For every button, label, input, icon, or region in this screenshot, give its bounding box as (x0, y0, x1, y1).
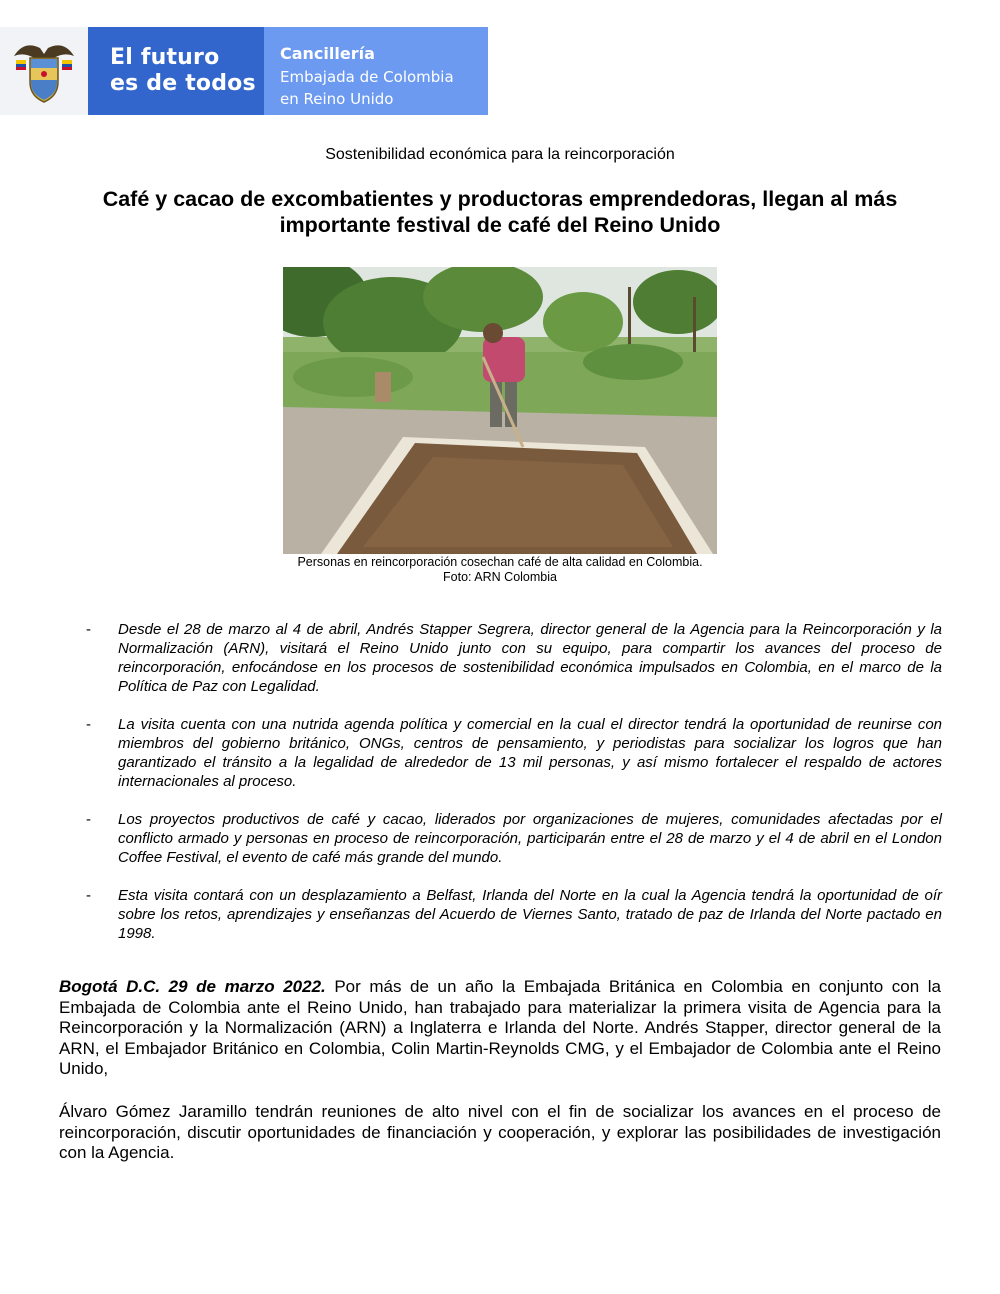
bullet-marker: - (86, 621, 91, 638)
org-panel (264, 27, 488, 115)
list-item (86, 715, 942, 791)
org-line-2: Embajada de Colombia (280, 68, 454, 86)
slogan-line-2: es de todos (110, 71, 256, 96)
bullet-text: La visita cuenta con una nutrida agenda política y comercial en la cual el director tendrá la oportunidad de reunirse con miembros del gobierno británico, ONGs, centros de pensamiento, y periodistas para socializar los logros que han garantizado el tránsito a la legalidad de alrededor de 13 mil personas, y así mismo fortalecer el respaldo de actores internacionales al proceso. (118, 716, 942, 790)
paragraph-1-text: Por más de un año la Embajada Británica en Colombia en conjunto con la Embajada de Colombia ante el Reino Unido, han trabajado para materializar la primera visita de Agencia para la Reincorporación y la Normalización (ARN) a Inglaterra e Irlanda del Norte. Andrés Stapper, director general de la ARN, el Embajador Británico en Colombia, Colin Martin-Reynolds CMG, y el Embajador de Colombia ante el Reino Unido, (59, 977, 941, 1078)
bullet-marker: - (86, 716, 91, 733)
key-points-list (86, 620, 942, 962)
slogan-line-1: El futuro (110, 45, 220, 70)
bullet-text: Desde el 28 de marzo al 4 de abril, Andrés Stapper Segrera, director general de la Agencia para la Reincorporación y la Normalización (ARN), visitará el Reino Unido junto con su equipo, para compartir los avances del proceso de reincorporación, enfocándose en los procesos de sostenibilidad económica impulsados en Colombia, en el marco de la Política de Paz con Legalidad. (118, 621, 942, 695)
list-item (86, 810, 942, 867)
bullet-marker: - (86, 887, 91, 904)
bullet-text: Esta visita contará con un desplazamiento a Belfast, Irlanda del Norte en la cual la Agencia tendrá la oportunidad de oír sobre los retos, aprendizajes y enseñanzas del Acuerdo de Viernes Santo, tratado de paz de Irlanda del Norte pactado en 1998. (118, 887, 942, 942)
seal-box (0, 27, 88, 115)
org-line-1: Cancillería (280, 44, 375, 63)
photo-caption (0, 555, 1000, 585)
bullet-text: Los proyectos productivos de café y cacao, liderados por organizaciones de mujeres, comunidades afectadas por el conflicto armado y personas en proceso de reincorporación, participarán entre el 28 de marzo y el 4 de abril en el London Coffee Festival, el evento de café más grande del mundo. (118, 811, 942, 866)
coat-of-arms-icon (10, 36, 78, 106)
coffee-drying-photo (283, 267, 717, 554)
caption-line-2: Foto: ARN Colombia (443, 570, 557, 584)
subtitle: Sostenibilidad económica para la reincorporación (325, 146, 675, 163)
body-paragraph-2: Álvaro Gómez Jaramillo tendrán reuniones de alto nivel con el fin de socializar los avances en el proceso de reincorporación, discutir oportunidades de financiación y cooperación, y explorar las posibilidades de investigación con la Agencia. (59, 1102, 941, 1162)
bullet-marker: - (86, 811, 91, 828)
news-photo (283, 267, 717, 554)
body-paragraph-1 (59, 977, 941, 1080)
header-banner (0, 27, 488, 115)
list-item (86, 886, 942, 943)
list-item (86, 620, 942, 696)
headline: Café y cacao de excombatientes y productoras emprendedoras, llegan al más importante festival de café del Reino Unido (102, 187, 898, 237)
dateline: Bogotá D.C. 29 de marzo 2022. (59, 977, 326, 996)
slogan-panel (88, 27, 264, 115)
caption-line-1: Personas en reincorporación cosechan café de alta calidad en Colombia. (297, 555, 703, 569)
org-line-3: en Reino Unido (280, 90, 394, 108)
